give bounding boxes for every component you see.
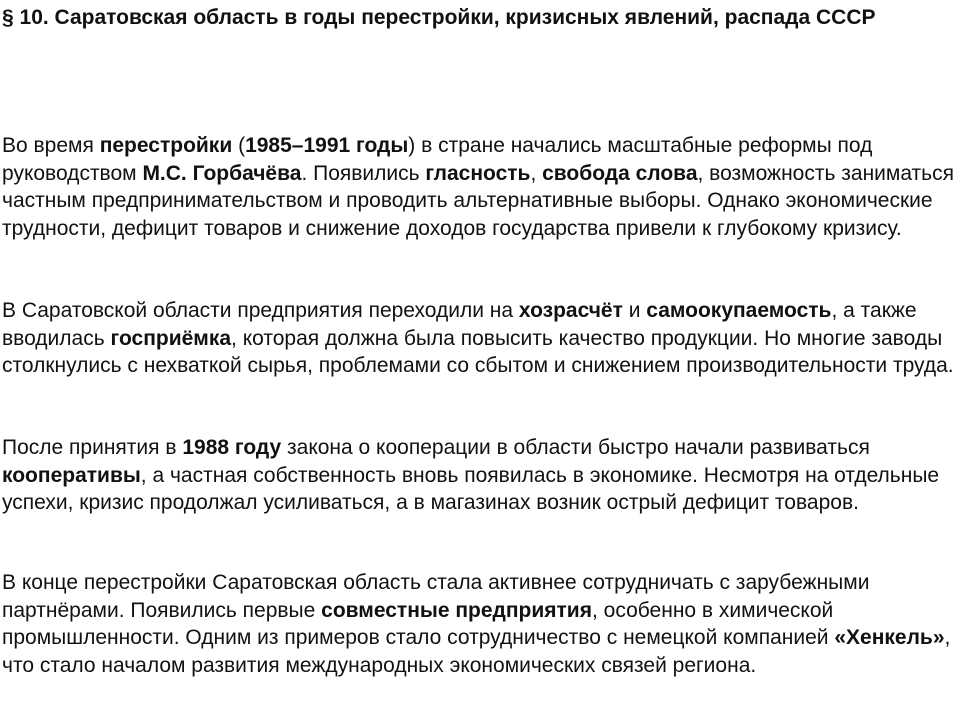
bold-term: М.С. Горбачёва [142, 161, 302, 185]
text-run: , возможность заниматься частным предпринимательством и проводить альтернативные выборы. Однако экономические трудности, дефицит товаров и снижение доходов государства привели к глубокому кризису. [2, 161, 954, 240]
bold-term: кооперативы [2, 463, 141, 487]
bold-term: хозрасчёт [518, 299, 623, 322]
text-run: ) в стране начались масштабные реформы под руководством [2, 134, 873, 185]
bold-term: «Хенкель» [834, 626, 945, 649]
bold-term: совместные предприятия [321, 598, 592, 622]
text-run: , а также вводилась [2, 299, 917, 350]
text-run: В Саратовской области предприятия переходили на [2, 299, 519, 322]
paragraph-cooperatives [2, 434, 962, 517]
text-run: закона о кооперации в области быстро начали развиваться [281, 436, 870, 459]
bold-term: 1988 году [182, 436, 282, 459]
text-run: ( [232, 134, 246, 157]
paragraph-foreign-partners [2, 569, 962, 679]
paragraph-perestroika [2, 132, 962, 242]
text-run: , [530, 161, 543, 185]
text-run: . Появились [301, 161, 426, 185]
bold-term: гласность [425, 161, 531, 185]
text-run: В конце перестройки Саратовская область стала активнее сотрудничать с зарубежными партнёрами. Появились первые [2, 571, 870, 622]
bold-term: госприёмка [110, 326, 232, 350]
text-run: , особенно в химической промышленности. Одним из примеров стало сотрудничество с немецкой компанией [2, 598, 835, 649]
paragraph-enterprises [2, 297, 962, 380]
text-run: и [622, 299, 647, 322]
bold-term: свобода слова [542, 161, 698, 185]
page-title: § 10. Саратовская область в годы перестройки, кризисных явлений, распада СССР [2, 6, 876, 29]
text-run: , которая должна была повысить качество продукции. Но многие заводы столкнулись с нехваткой сырья, проблемами со сбытом и снижением производительности труда. [2, 326, 954, 377]
bold-term: самоокупаемость [646, 299, 832, 322]
text-run: Во время [2, 134, 100, 157]
bold-term: перестройки [99, 134, 233, 157]
bold-term: 1985–1991 годы [245, 134, 409, 157]
text-run: , что стало началом развития международных экономических связей региона. [2, 626, 951, 677]
text-run: , а частная собственность вновь появилась в экономике. Несмотря на отдельные успехи, кризис продолжал усиливаться, а в магазинах возник острый дефицит товаров. [2, 463, 940, 514]
text-run: После принятия в [2, 436, 183, 459]
